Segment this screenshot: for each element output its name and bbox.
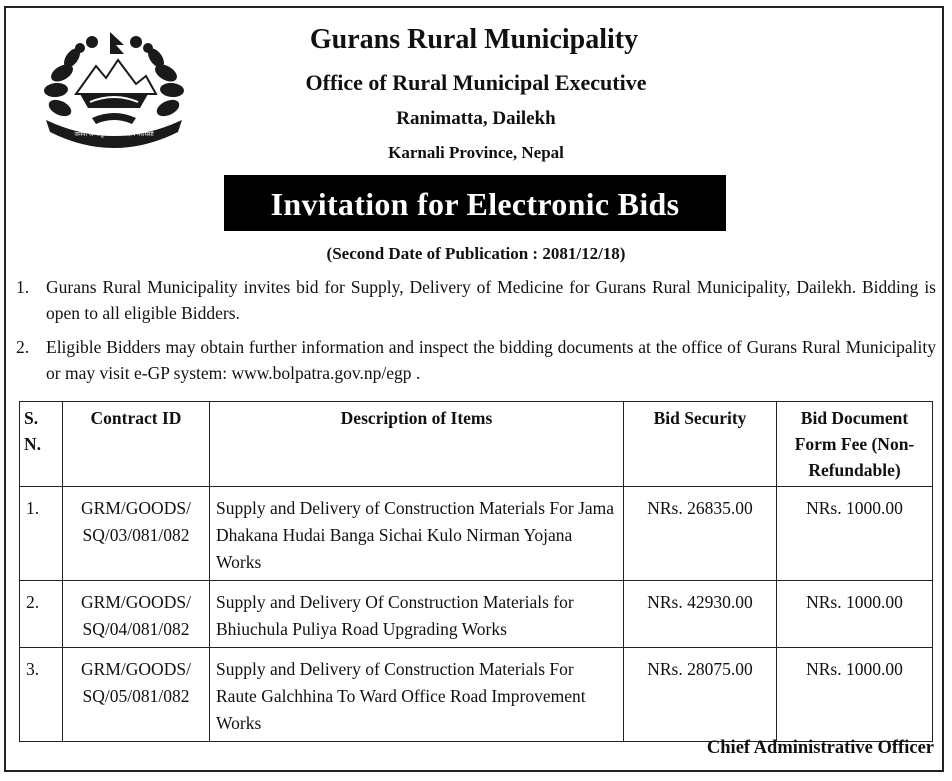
header-description: Description of Items	[210, 402, 624, 487]
notice-title: Invitation for Electronic Bids	[224, 175, 726, 231]
cell-contract-id: GRM/GOODS/ SQ/04/081/082	[63, 581, 210, 648]
cell-description: Supply and Delivery of Construction Materials For Jama Dhakana Hudai Banga Sichai Kulo Nirman Yojana Works	[210, 487, 624, 581]
cell-fee: NRs. 1000.00	[777, 648, 933, 742]
signoff: Chief Administrative Officer	[706, 738, 934, 758]
paragraph-text: Eligible Bidders may obtain further information and inspect the bidding documents at the office of Gurans Rural Municipality or may visit e-GP system: www.bolpatra.gov.np/egp .	[46, 337, 936, 383]
header-contract-id: Contract ID	[63, 402, 210, 487]
cell-contract-id: GRM/GOODS/ SQ/03/081/082	[63, 487, 210, 581]
cell-bid-security: NRs. 28075.00	[624, 648, 777, 742]
paragraph-text: Gurans Rural Municipality invites bid for Supply, Delivery of Medicine for Gurans Rural Municipality, Dailekh. Bidding is open to all eligible Bidders.	[46, 277, 936, 323]
org-name: Gurans Rural Municipality	[309, 24, 639, 55]
table-row	[20, 581, 933, 648]
cell-description: Supply and Delivery Of Construction Materials for Bhiuchula Puliya Road Upgrading Works	[210, 581, 624, 648]
table-row	[20, 648, 933, 742]
cell-sn: 2.	[20, 581, 63, 648]
table-row	[20, 487, 933, 581]
cell-fee: NRs. 1000.00	[777, 487, 933, 581]
header-bid-security: Bid Security	[624, 402, 777, 487]
office-name: Office of Rural Municipal Executive	[305, 70, 647, 95]
cell-sn: 3.	[20, 648, 63, 742]
province: Karnali Province, Nepal	[388, 143, 564, 162]
header-fee: Bid Document Form Fee (Non-Refundable)	[777, 402, 933, 487]
table-header-row	[20, 402, 933, 487]
paragraph-number: 2.	[16, 337, 30, 357]
office-location: Ranimatta, Dailekh	[396, 108, 556, 129]
cell-bid-security: NRs. 26835.00	[624, 487, 777, 581]
header-sn: S. N.	[20, 402, 63, 487]
paragraph-1	[16, 274, 936, 326]
paragraph-2	[16, 334, 936, 386]
publication-date: (Second Date of Publication : 2081/12/18)	[326, 244, 626, 263]
bids-table	[19, 401, 933, 742]
cell-sn: 1.	[20, 487, 63, 581]
emblem-motto: जननी जन्मभूमिश्च स्वर्गादपि गरीयसी	[74, 131, 154, 138]
cell-fee: NRs. 1000.00	[777, 581, 933, 648]
cell-bid-security: NRs. 42930.00	[624, 581, 777, 648]
paragraph-number: 1.	[16, 277, 30, 297]
cell-description: Supply and Delivery of Construction Materials For Raute Galchhina To Ward Office Road Improvement Works	[210, 648, 624, 742]
cell-contract-id: GRM/GOODS/ SQ/05/081/082	[63, 648, 210, 742]
